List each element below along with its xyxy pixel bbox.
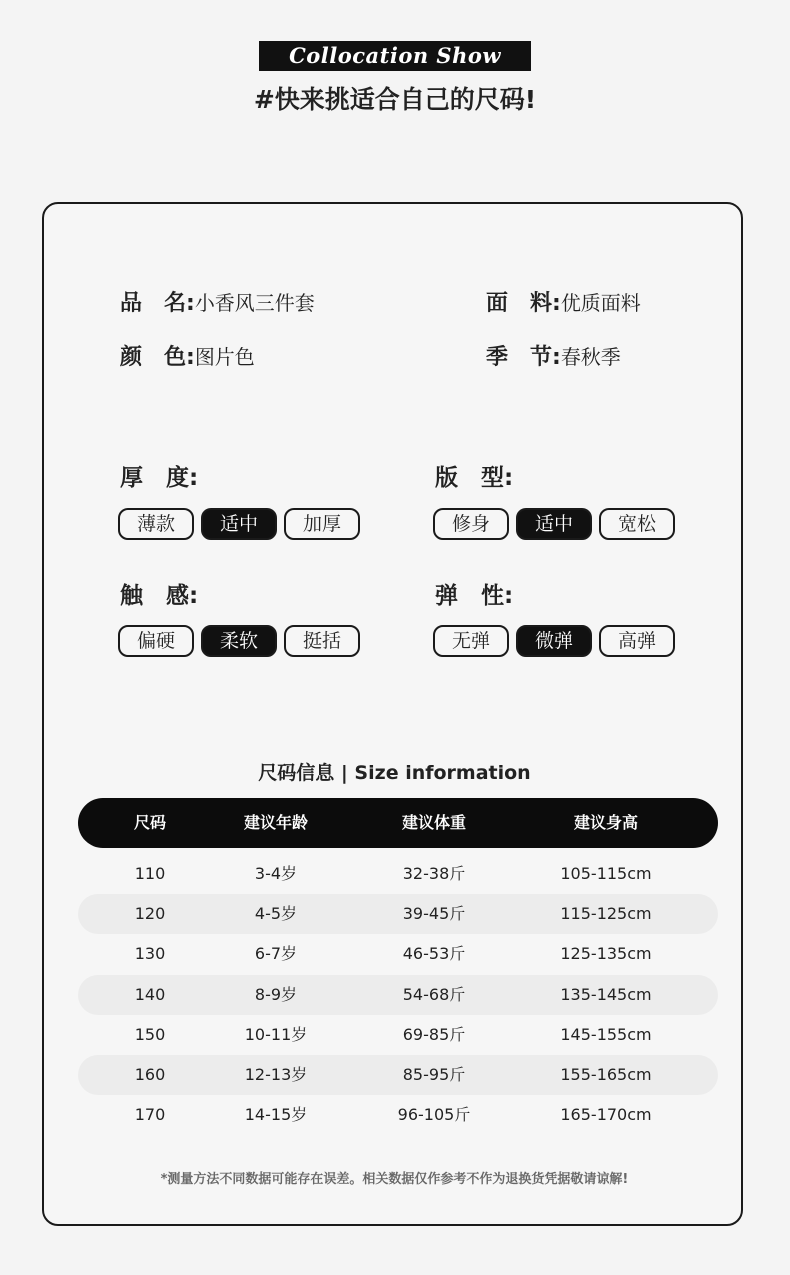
cell-age: 4-5岁 bbox=[254, 904, 298, 923]
header-weight: 建议体重 bbox=[401, 813, 466, 832]
color-label: 颜 色: bbox=[120, 345, 195, 370]
cell-weight: 39-45斤 bbox=[402, 904, 466, 923]
table-row bbox=[78, 1095, 718, 1135]
size-info-title: 尺码信息 | Size information bbox=[258, 762, 531, 784]
table-row bbox=[78, 854, 718, 894]
cell-height: 125-135cm bbox=[560, 944, 652, 963]
cell-height: 155-165cm bbox=[560, 1065, 652, 1084]
cell-size: 160 bbox=[134, 1065, 166, 1084]
elasticity-title: 弹 性: bbox=[435, 583, 514, 609]
fabric-field bbox=[486, 288, 641, 319]
elasticity-option-slight[interactable]: 微弹 bbox=[516, 625, 592, 657]
cell-age: 12-13岁 bbox=[244, 1065, 308, 1084]
elasticity-option-high[interactable]: 高弹 bbox=[599, 625, 675, 657]
elasticity-option-none[interactable]: 无弹 bbox=[433, 625, 509, 657]
header-height: 建议身高 bbox=[573, 813, 638, 832]
thickness-option-thick[interactable]: 加厚 bbox=[284, 508, 360, 540]
product-name-field bbox=[120, 288, 315, 319]
cell-age: 3-4岁 bbox=[254, 864, 298, 883]
size-table-header bbox=[78, 798, 718, 848]
table-row bbox=[78, 975, 718, 1015]
cell-weight: 96-105斤 bbox=[397, 1105, 471, 1124]
cell-height: 135-145cm bbox=[560, 985, 652, 1004]
season-field bbox=[486, 342, 621, 373]
feel-option-stiff[interactable]: 偏硬 bbox=[118, 625, 194, 657]
color-field bbox=[120, 342, 255, 373]
fit-option-slim[interactable]: 修身 bbox=[433, 508, 509, 540]
cell-size: 140 bbox=[134, 985, 166, 1004]
header-age: 建议年龄 bbox=[243, 813, 308, 832]
cell-weight: 46-53斤 bbox=[402, 944, 466, 963]
fabric-value: 优质面料 bbox=[560, 291, 641, 315]
thickness-title: 厚 度: bbox=[120, 465, 199, 491]
cell-age: 10-11岁 bbox=[244, 1025, 308, 1044]
cell-size: 170 bbox=[134, 1105, 166, 1124]
collocation-show-banner: Collocation Show bbox=[259, 41, 531, 71]
table-row bbox=[78, 894, 718, 934]
product-info-card bbox=[42, 202, 743, 1226]
cell-weight: 54-68斤 bbox=[402, 985, 466, 1004]
table-row bbox=[78, 1015, 718, 1055]
cell-weight: 69-85斤 bbox=[402, 1025, 466, 1044]
cell-height: 165-170cm bbox=[560, 1105, 652, 1124]
fit-option-regular[interactable]: 适中 bbox=[516, 508, 592, 540]
cell-weight: 85-95斤 bbox=[402, 1065, 466, 1084]
feel-title: 触 感: bbox=[120, 583, 199, 609]
table-row bbox=[78, 934, 718, 974]
cell-age: 6-7岁 bbox=[254, 944, 298, 963]
cell-height: 115-125cm bbox=[560, 904, 652, 923]
cell-age: 14-15岁 bbox=[244, 1105, 308, 1124]
cell-age: 8-9岁 bbox=[254, 985, 298, 1004]
feel-option-crisp[interactable]: 挺括 bbox=[284, 625, 360, 657]
thickness-option-thin[interactable]: 薄款 bbox=[118, 508, 194, 540]
cell-size: 150 bbox=[134, 1025, 166, 1044]
product-name-label: 品 名: bbox=[120, 291, 195, 316]
cell-weight: 32-38斤 bbox=[402, 864, 466, 883]
measurement-disclaimer: *测量方法不同数据可能存在误差。相关数据仅作参考不作为退换货凭据敬请谅解! bbox=[160, 1172, 629, 1187]
cell-size: 110 bbox=[134, 864, 166, 883]
thickness-option-medium[interactable]: 适中 bbox=[201, 508, 277, 540]
cell-height: 145-155cm bbox=[560, 1025, 652, 1044]
header-size: 尺码 bbox=[133, 813, 166, 832]
cell-size: 130 bbox=[134, 944, 166, 963]
feel-options bbox=[118, 625, 367, 657]
cell-height: 105-115cm bbox=[560, 864, 652, 883]
fit-option-loose[interactable]: 宽松 bbox=[599, 508, 675, 540]
elasticity-options bbox=[433, 625, 682, 657]
table-row bbox=[78, 1055, 718, 1095]
product-name-value: 小香风三件套 bbox=[194, 291, 315, 315]
season-value: 春秋季 bbox=[560, 345, 621, 369]
cell-size: 120 bbox=[134, 904, 166, 923]
color-value: 图片色 bbox=[194, 345, 255, 369]
page-subtitle: #快来挑适合自己的尺码! bbox=[253, 85, 537, 114]
thickness-options bbox=[118, 508, 367, 540]
feel-option-soft[interactable]: 柔软 bbox=[201, 625, 277, 657]
season-label: 季 节: bbox=[486, 345, 561, 370]
fit-title: 版 型: bbox=[435, 465, 514, 491]
fabric-label: 面 料: bbox=[486, 291, 561, 316]
fit-options bbox=[433, 508, 682, 540]
